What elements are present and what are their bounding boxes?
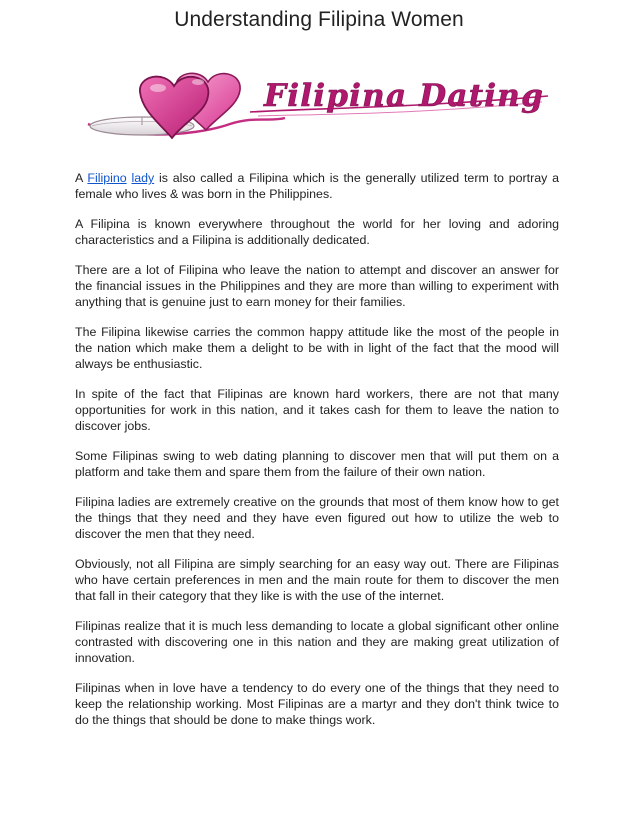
paragraph-8: Obviously, not all Filipina are simply searching for an easy way out. There are Filipinas who have certain preferences in men and the main route for them to discover the men that fall in their category that they like is with the use of the internet. <box>75 557 559 603</box>
paragraph-1-rest: is also called a Filipina which is the generally utilized term to portray a female who lives & was born in the Philippines. <box>75 171 559 201</box>
paragraph-1-lead: A <box>75 171 88 185</box>
paragraph-1 <box>75 170 559 202</box>
paragraph-10: Filipinas when in love have a tendency to do every one of the things that they need to keep the relationship working. Most Filipinas are a martyr and they don't think twice to do the things that should be done to make things work. <box>75 681 559 727</box>
paragraph-7: Filipina ladies are extremely creative on the grounds that most of them know how to get the things that they need and they have even figured out how to utilize the web to discover the men that they need. <box>75 495 559 541</box>
paragraph-4: The Filipina likewise carries the common happy attitude like the most of the people in the nation which make them a delight to be with in light of the fact that the mood will always be enthusiastic. <box>75 325 559 371</box>
logo-script-text: Filipina Dating <box>262 78 544 114</box>
paragraph-3: There are a lot of Filipina who leave the nation to attempt and discover an answer for the financial issues in the Philippines and they are more than willing to experiment with anything that is genuine just to earn money for their families. <box>75 263 559 309</box>
paragraph-9: Filipinas realize that it is much less demanding to locate a global significant other online contrasted with discovering one in this nation and they are making great utilization of innovation. <box>75 619 559 665</box>
lady-link[interactable]: lady <box>131 171 155 185</box>
paragraph-2: A Filipina is known everywhere throughout the world for her loving and adoring characteristics and a Filipina is additionally dedicated. <box>75 217 559 247</box>
filipina-dating-logo <box>80 68 560 148</box>
article-body <box>75 170 559 742</box>
filipino-link[interactable]: Filipino <box>87 171 127 185</box>
page-title: Understanding Filipina Women <box>174 8 464 31</box>
paragraph-6: Some Filipinas swing to web dating planning to discover men that will put them on a platform and take them and spare them from the failure of their own nation. <box>75 449 559 479</box>
paragraph-5: In spite of the fact that Filipinas are known hard workers, there are not that many opportunities for work in this nation, and it takes cash for them to leave the nation to discover jobs. <box>75 387 559 433</box>
